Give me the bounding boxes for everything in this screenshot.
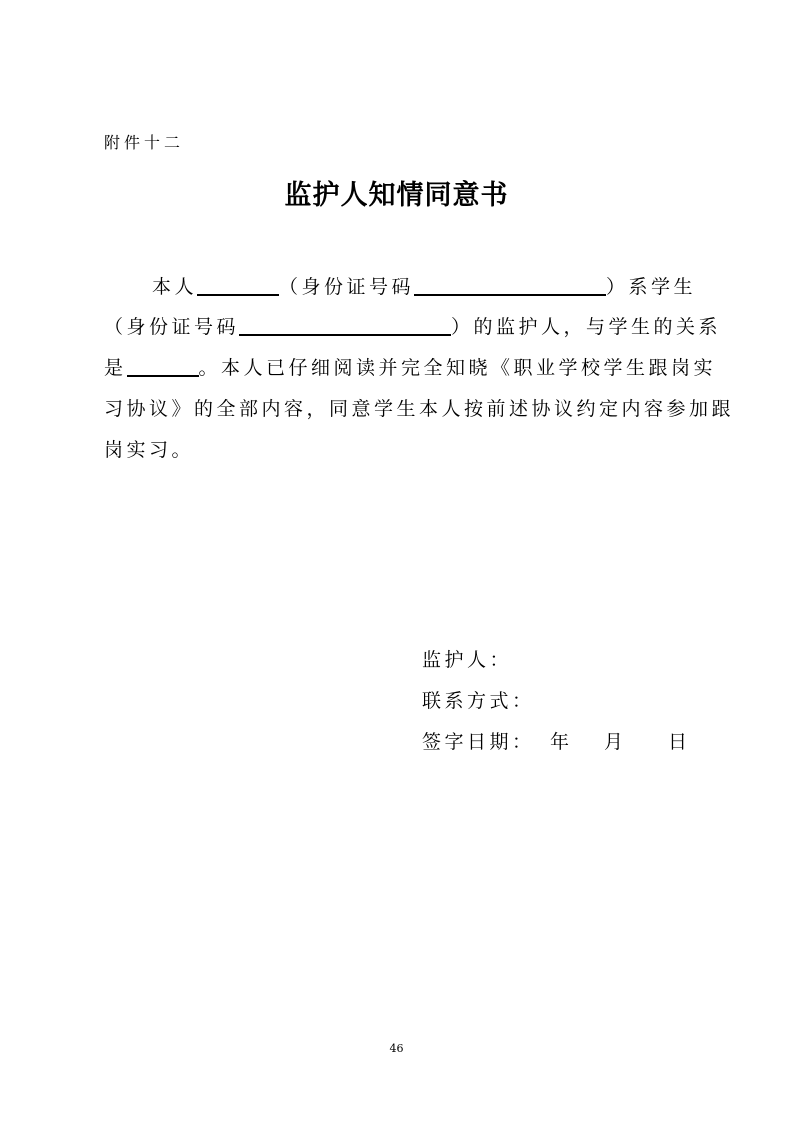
relationship-blank (127, 353, 199, 377)
contact-label: 联系方式： (422, 690, 535, 712)
body-line-1 (152, 272, 696, 302)
document-title: 监护人知情同意书 (284, 180, 509, 211)
body-text: 本人 (152, 276, 198, 298)
body-text: ）系学生 (606, 276, 697, 298)
day-label: 日 (668, 731, 691, 753)
month-label: 月 (604, 731, 627, 753)
name-blank (197, 272, 279, 296)
year-label: 年 (550, 731, 573, 753)
guardian-id-blank (414, 272, 606, 296)
body-text: 。本人已仔细阅读并完全知晓《职业学校学生跟岗实 (198, 357, 717, 379)
attachment-label: 附件十二 (104, 133, 185, 152)
body-line-2 (104, 312, 721, 342)
body-text: ）的监护人，与学生的关系 (451, 316, 722, 338)
date-label: 签字日期： (422, 731, 535, 753)
guardian-label: 监护人： (422, 649, 513, 671)
body-text: （身份证号码 (279, 276, 415, 298)
page-number: 46 (389, 1042, 404, 1055)
signing-date-row (422, 727, 691, 754)
body-text: 是 (104, 357, 127, 379)
body-text: （身份证号码 (104, 316, 240, 338)
body-line-3 (104, 353, 716, 383)
student-id-blank (239, 312, 451, 336)
body-line-4: 习协议》的全部内容，同意学生本人按前述协议约定内容参加跟 (104, 398, 735, 420)
body-line-5: 岗实习。 (104, 439, 195, 461)
